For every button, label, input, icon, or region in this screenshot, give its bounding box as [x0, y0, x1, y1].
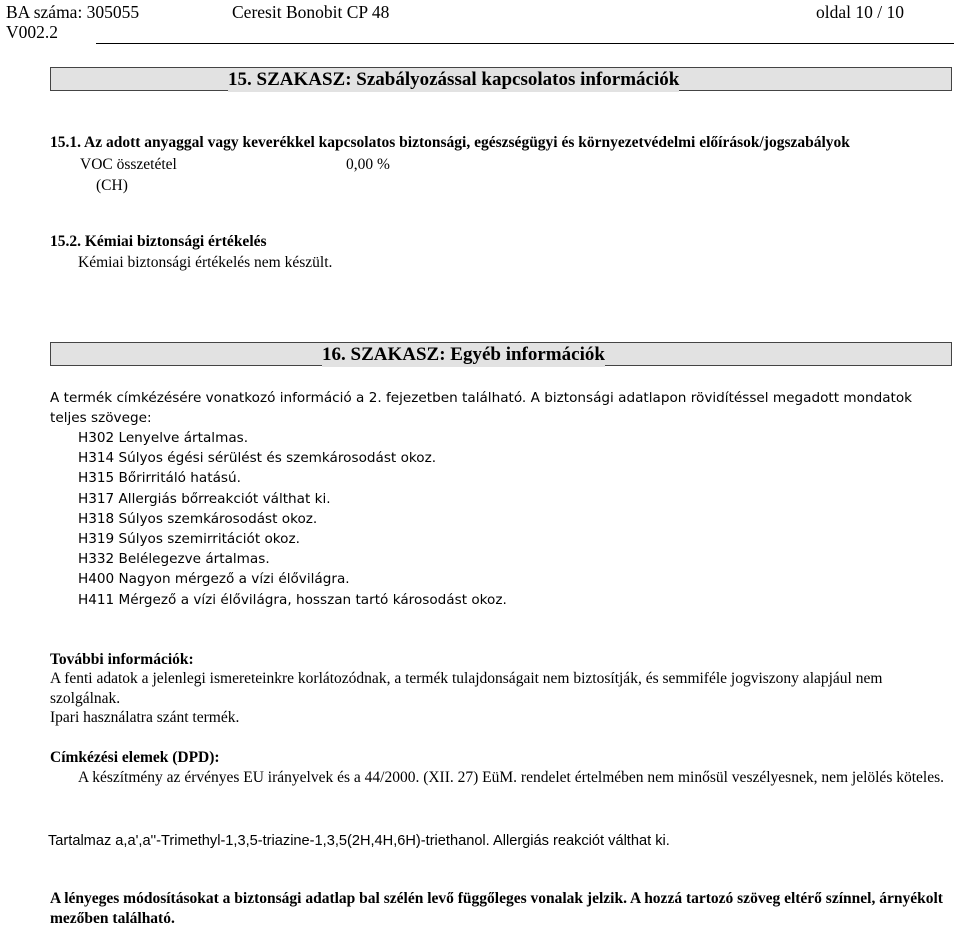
further-info-text: A fenti adatok a jelenlegi ismereteinkre korlátozódnak, a termék tulajdonságait nem biztosítják, és semmiféle jogviszony alapjául nem szolgálnak. — [50, 670, 883, 707]
section15-title: 15. SZAKASZ: Szabályozással kapcsolatos információk — [228, 69, 680, 90]
section15-2-text: Kémiai biztonsági értékelés nem készült. — [78, 254, 333, 271]
section16-intro: A termék címkézésére vonatkozó információ a 2. fejezetben található. A biztonsági adatlapon rövidítéssel megadott mondatok teljes szövege: — [50, 390, 913, 426]
label-elements-text: A készítmény az érvényes EU irányelvek és a 44/2000. (XII. 27) EüM. rendelet értelmében nem minősül veszélyesnek, nem jelölés köteles. — [78, 769, 945, 786]
voc-label: VOC összetétel — [80, 156, 177, 173]
header-rule — [96, 43, 954, 44]
voc-value: 0,00 % — [346, 156, 390, 173]
h-statement: H317 Allergiás bőrreakciót válthat ki. — [78, 490, 331, 507]
h-statement-list — [78, 428, 507, 610]
footer-note: A lényeges módosításokat a biztonsági adatlap bal szélén levő függőleges vonalak jelzik. A hozzá tartozó szöveg eltérő színnel, árnyékolt mezőben található. — [50, 890, 943, 927]
voc-region: (CH) — [96, 177, 128, 194]
section15-2-heading: 15.2. Kémiai biztonsági értékelés — [50, 233, 267, 250]
further-info-heading: További információk: — [50, 651, 194, 668]
h-statement: H411 Mérgező a vízi élővilágra, hosszan tartó károsodást okoz. — [78, 591, 507, 608]
section15-1-heading: 15.1. Az adott anyaggal vagy keverékkel kapcsolatos biztonsági, egészségügyi és környezetvédelmi előírások/jogszabályok — [50, 134, 850, 151]
h-statement: H314 Súlyos égési sérülést és szemkárosodást okoz. — [78, 450, 437, 467]
h-statement: H315 Bőrirritáló hatású. — [78, 470, 241, 487]
product-name: Ceresit Bonobit CP 48 — [232, 2, 390, 22]
section16-title: 16. SZAKASZ: Egyéb információk — [322, 344, 605, 365]
h-statement: H319 Súlyos szemirritációt okoz. — [78, 531, 300, 548]
page-number: oldal 10 / 10 — [816, 2, 904, 22]
h-statement: H400 Nagyon mérgező a vízi élővilágra. — [78, 571, 350, 588]
label-elements-heading: Címkézési elemek (DPD): — [50, 749, 220, 766]
h-statement: H302 Lenyelve ártalmas. — [78, 430, 249, 446]
version: V002.2 — [6, 22, 59, 42]
contains-text: Tartalmaz a,a',a''-Trimethyl-1,3,5-triazine-1,3,5(2H,4H,6H)-triethanol. Allergiás reakciót válthat ki. — [48, 833, 670, 849]
h-statement: H318 Súlyos szemkárosodást okoz. — [78, 510, 318, 527]
h-statement: H332 Belélegezve ártalmas. — [78, 551, 270, 568]
ba-number: BA száma: 305055 — [6, 2, 140, 22]
industrial-use: Ipari használatra szánt termék. — [50, 709, 240, 726]
